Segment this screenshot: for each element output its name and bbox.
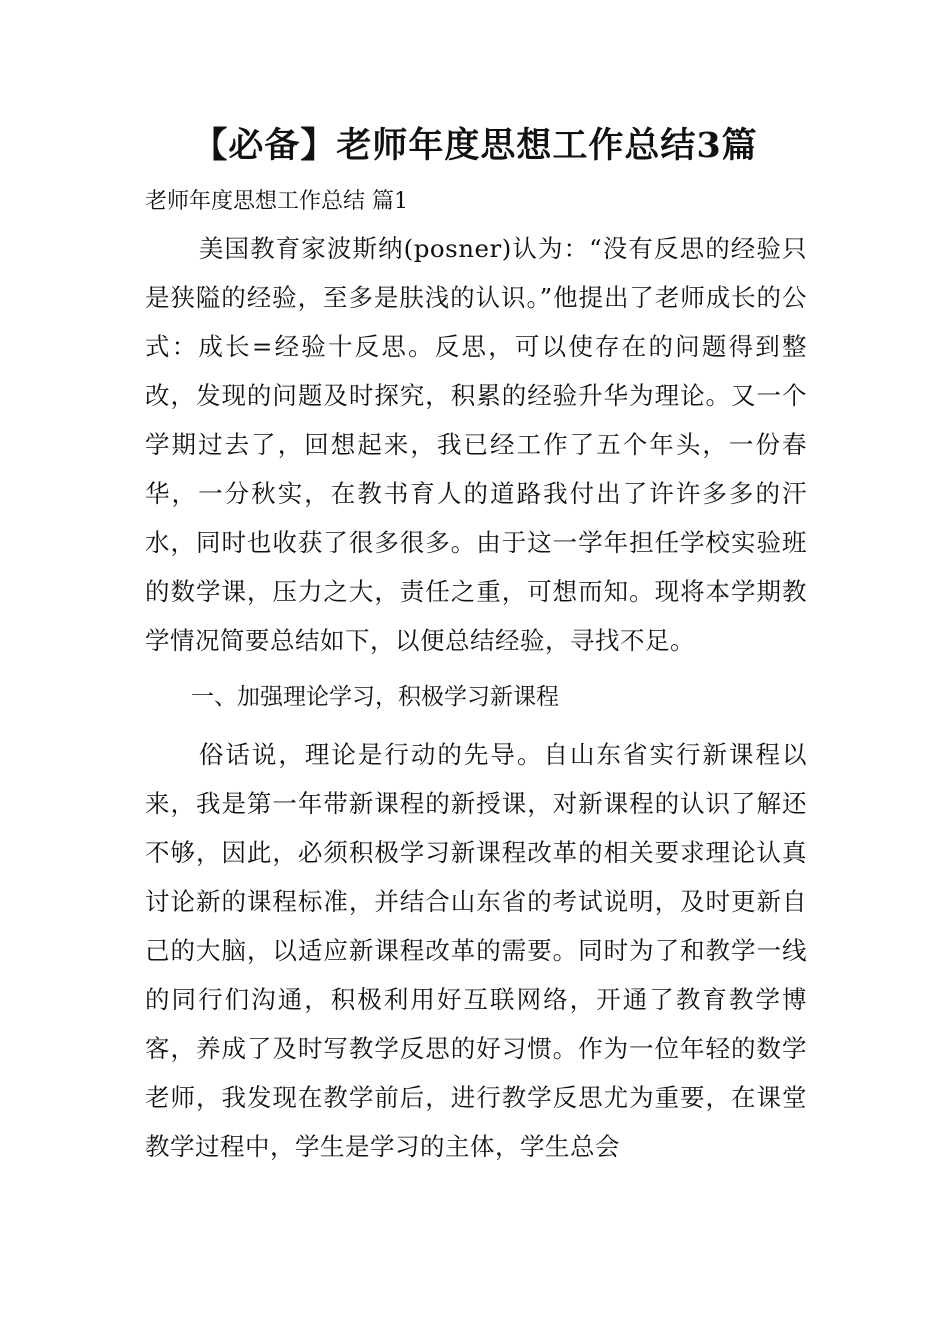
paragraph-gap (145, 665, 807, 673)
document-title: 【必备】老师年度思想工作总结3篇 (192, 125, 758, 166)
paragraph-theory: 俗话说，理论是行动的先导。自山东省实行新课程以来，我是第一年带新课程的新授课，对新课程的认识了解还不够，因此，必须积极学习新课程改革的相关要求理论认真讨论新的课程标准，并结合山东省的考试说明，及时更新自己的大脑，以适应新课程改革的需要。同时为了和教学一线的同行们沟通，积极利用好互联网络，开通了教育教学博客，养成了及时写教学反思的好习惯。作为一位年轻的数学老师，我发现在教学前后，进行教学反思尤为重要，在课堂教学过程中，学生是学习的主体，学生总会 (145, 740, 807, 1161)
document-body (145, 180, 807, 1171)
section-subtitle: 老师年度思想工作总结 篇1 (145, 189, 408, 214)
section-heading: 一、加强理论学习，积极学习新课程 (191, 684, 559, 710)
paragraph-gap (145, 722, 807, 730)
paragraph-intro: 美国教育家波斯纳(posner)认为：“没有反思的经验只是狭隘的经验，至多是肤浅的认识。”他提出了老师成长的公式：成长=经验十反思。反思，可以使存在的问题得到整改，发现的问题及时探究，积累的经验升华为理论。又一个学期过去了，回想起来，我已经工作了五个年头，一份春华，一分秋实，在教书育人的道路我付出了许许多多的汗水，同时也收获了很多很多。由于这一学年担任学校实验班的数学课，压力之大，责任之重，可想而知。现将本学期教学情况简要总结如下，以便总结经验，寻找不足。 (145, 234, 807, 655)
